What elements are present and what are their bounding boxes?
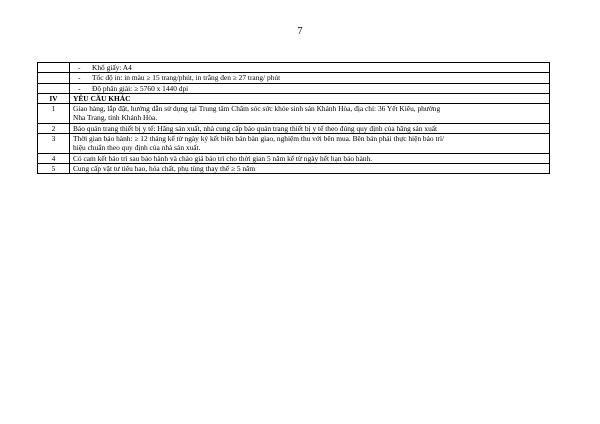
- item-number: 1: [38, 104, 70, 124]
- bullet-cell: [70, 73, 550, 83]
- item-text: [70, 104, 550, 124]
- bullet-text: Độ phân giải: ≥ 5760 x 1440 dpi: [92, 83, 189, 93]
- item-number: 2: [38, 123, 70, 133]
- table-row: [38, 163, 550, 173]
- section-header-row: [38, 93, 550, 103]
- table-row: [38, 73, 550, 83]
- item-text: [70, 123, 550, 133]
- section-number: IV: [38, 93, 70, 103]
- item-number: 4: [38, 153, 70, 163]
- row-number-cell: [38, 73, 70, 83]
- page-number: 7: [297, 26, 303, 37]
- item-text-line: Nha Trang, tỉnh Khánh Hòa.: [73, 113, 158, 123]
- item-number: 3: [38, 134, 70, 154]
- item-text-line: Giao hàng, lắp đặt, hướng dẫn sử dụng tại Trung tâm Chăm sóc sức khỏe sinh sản Khánh Hòa, địa chỉ: 36 Yết Kiêu, phường: [73, 104, 441, 114]
- item-text-line: Thời gian bảo hành: ≥ 12 tháng kể từ ngày ký kết biên bản bàn giao, nghiệm thu với bên mua. Bên bán phải thực hiện bảo trì/: [73, 134, 445, 144]
- item-number: 5: [38, 163, 70, 173]
- item-text-line: hiệu chuẩn theo quy định của nhà sản xuất.: [73, 143, 201, 153]
- table-row: [38, 104, 550, 124]
- bullet-dash: -: [78, 83, 81, 93]
- table-row: [38, 83, 550, 93]
- specification-table: [37, 62, 550, 174]
- item-text: [70, 153, 550, 163]
- bullet-text: Khổ giấy: A4: [92, 63, 132, 72]
- row-number-cell: [38, 83, 70, 93]
- bullet-text: Tốc độ in: in màu ≥ 15 trang/phút, in trắng đen ≥ 27 trang/ phút: [92, 73, 281, 83]
- bullet-cell: [70, 83, 550, 93]
- bullet-cell: [70, 63, 550, 73]
- table-row: [38, 153, 550, 163]
- bullet-dash: -: [78, 73, 81, 83]
- table-row: [38, 63, 550, 73]
- item-text: [70, 134, 550, 154]
- item-text-line: Cung cấp vật tư tiêu hao, hóa chất, phụ tùng thay thế ≥ 5 năm: [73, 163, 256, 173]
- bullet-dash: -: [78, 63, 81, 72]
- row-number-cell: [38, 63, 70, 73]
- table-row: [38, 123, 550, 133]
- item-text: [70, 163, 550, 173]
- table-row: [38, 134, 550, 154]
- section-title: YÊU CẦU KHÁC: [70, 93, 550, 103]
- item-text-line: Có cam kết bảo trì sau bảo hành và chào giá bảo trì cho thời gian 5 năm kể từ ngày hết hạn bảo hành.: [73, 153, 373, 163]
- item-text-line: Bảo quản trang thiết bị y tế: Hãng sản xuất, nhà cung cấp bảo quản trang thiết bị y tế theo đúng quy định của hãng sản xuất: [73, 123, 438, 133]
